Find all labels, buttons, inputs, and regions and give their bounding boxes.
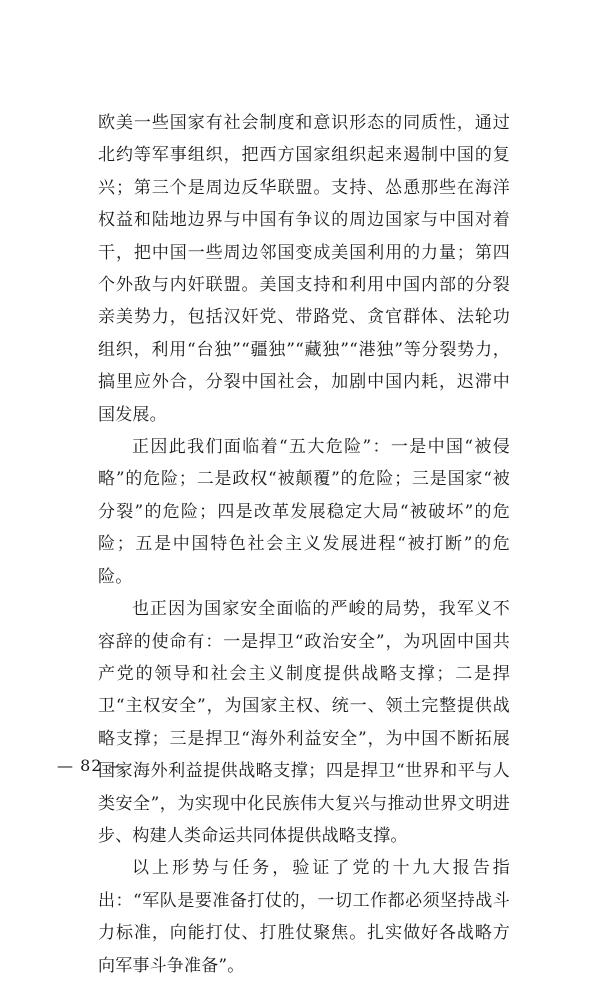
paragraph-army-mission: 也正因为国家安全面临的严峻的局势，我军义不容辞的使命有：一是捍卫“政治安全”，为巩固中国共产党的领导和社会主义制度提供战略支撑；二是捍卫“主权安全”，为国家主权、统一、领土完整提供战略支撑；三是捍卫“海外利益安全”，为中国不断拓展国家海外利益提供战略支撑；四是捍卫“世界和平与人类安全”，为实现中化民族伟大复兴与推动世界文明进步、构建人类命运共同体提供战略支撑。 — [98, 599, 510, 846]
body-text — [98, 107, 510, 982]
paragraph-conclusion: 以上形势与任务，验证了党的十九大报告指出：“军队是要准备打仗的，一切工作都必须坚持战斗力标准，向能打仗、打胜仗聚焦。扎实做好各战略方向军事斗争准备”。 — [98, 858, 510, 976]
page-number: — 82 — — [57, 756, 126, 775]
paragraph-continued: 欧美一些国家有社会制度和意识形态的同质性，通过北约等军事组织，把西方国家组织起来遏制中国的复兴；第三个是周边反华联盟。支持、怂恿那些在海洋权益和陆地边界与中国有争议的周边国家与中国对着干，把中国一些周边邻国变成美国利用的力量；第四个外敌与内奸联盟。美国支持和利用中国内部的分裂亲美势力，包括汉奸党、带路党、贪官群体、法轮功组织，利用“台独”“疆独”“藏独”“港独”等分裂势力，搞里应外合，分裂中国社会，加剧中国内耗，迟滞中国发展。 — [98, 113, 510, 425]
paragraph-five-dangers: 正因此我们面临着“五大危险”：一是中国“被侵略”的危险；二是政权“被颠覆”的危险；三是国家“被分裂”的危险；四是改革发展稳定大局“被破坏”的危险；五是中国特色社会主义发展进程“被打断”的危险。 — [98, 437, 510, 587]
